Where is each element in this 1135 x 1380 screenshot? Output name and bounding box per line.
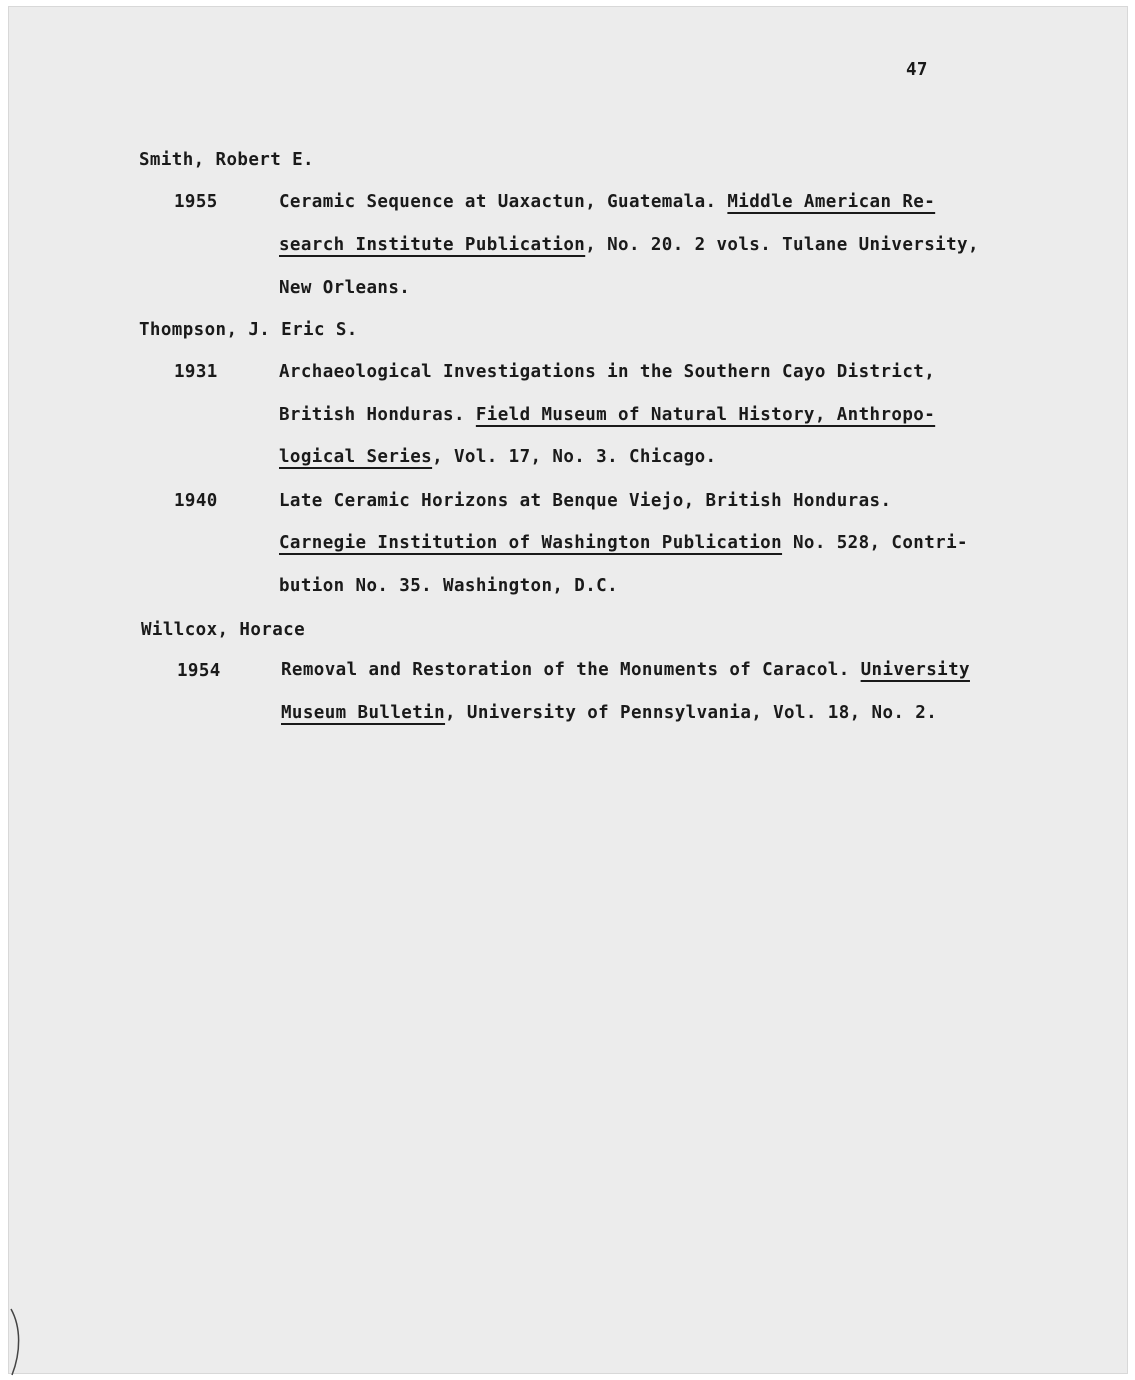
publication-title: University bbox=[860, 660, 970, 680]
author-heading: Willcox, Horace bbox=[141, 620, 306, 640]
author-heading: Smith, Robert E. bbox=[139, 150, 314, 170]
entry-line: Late Ceramic Horizons at Benque Viejo, British Honduras. bbox=[279, 491, 892, 511]
entry-line: Carnegie Institution of Washington Publication No. 528, Contri- bbox=[279, 533, 968, 553]
entry-line: logical Series, Vol. 17, No. 3. Chicago. bbox=[279, 447, 717, 467]
page-number: 47 bbox=[906, 60, 928, 80]
entry-line: bution No. 35. Washington, D.C. bbox=[279, 576, 619, 596]
entry-line: Removal and Restoration of the Monuments of Caracol. University bbox=[281, 660, 970, 680]
publication-title: Museum Bulletin bbox=[281, 703, 446, 723]
entry-line: Ceramic Sequence at Uaxactun, Guatemala. Middle American Re- bbox=[279, 192, 936, 212]
publication-title: Carnegie Institution of Washington Publication bbox=[279, 533, 783, 553]
publication-title: Middle American Re- bbox=[727, 192, 936, 212]
entry-line: British Honduras. Field Museum of Natural History, Anthropo- bbox=[279, 405, 936, 425]
entry-line: Archaeological Investigations in the Southern Cayo District, bbox=[279, 362, 936, 382]
publication-title: search Institute Publication bbox=[279, 235, 586, 255]
entry-year: 1931 bbox=[174, 362, 218, 382]
author-heading: Thompson, J. Eric S. bbox=[139, 320, 358, 340]
entry-year: 1940 bbox=[174, 491, 218, 511]
publication-title: Field Museum of Natural History, Anthropo- bbox=[475, 405, 936, 425]
entry-year: 1955 bbox=[174, 192, 218, 212]
publication-title: logical Series bbox=[279, 447, 433, 467]
entry-line: Museum Bulletin, University of Pennsylvania, Vol. 18, No. 2. bbox=[281, 703, 938, 723]
entry-line: New Orleans. bbox=[279, 278, 411, 298]
entry-line: search Institute Publication, No. 20. 2 vols. Tulane University, bbox=[279, 235, 979, 255]
page-edge-curl bbox=[9, 1307, 25, 1377]
entry-year: 1954 bbox=[177, 661, 221, 681]
